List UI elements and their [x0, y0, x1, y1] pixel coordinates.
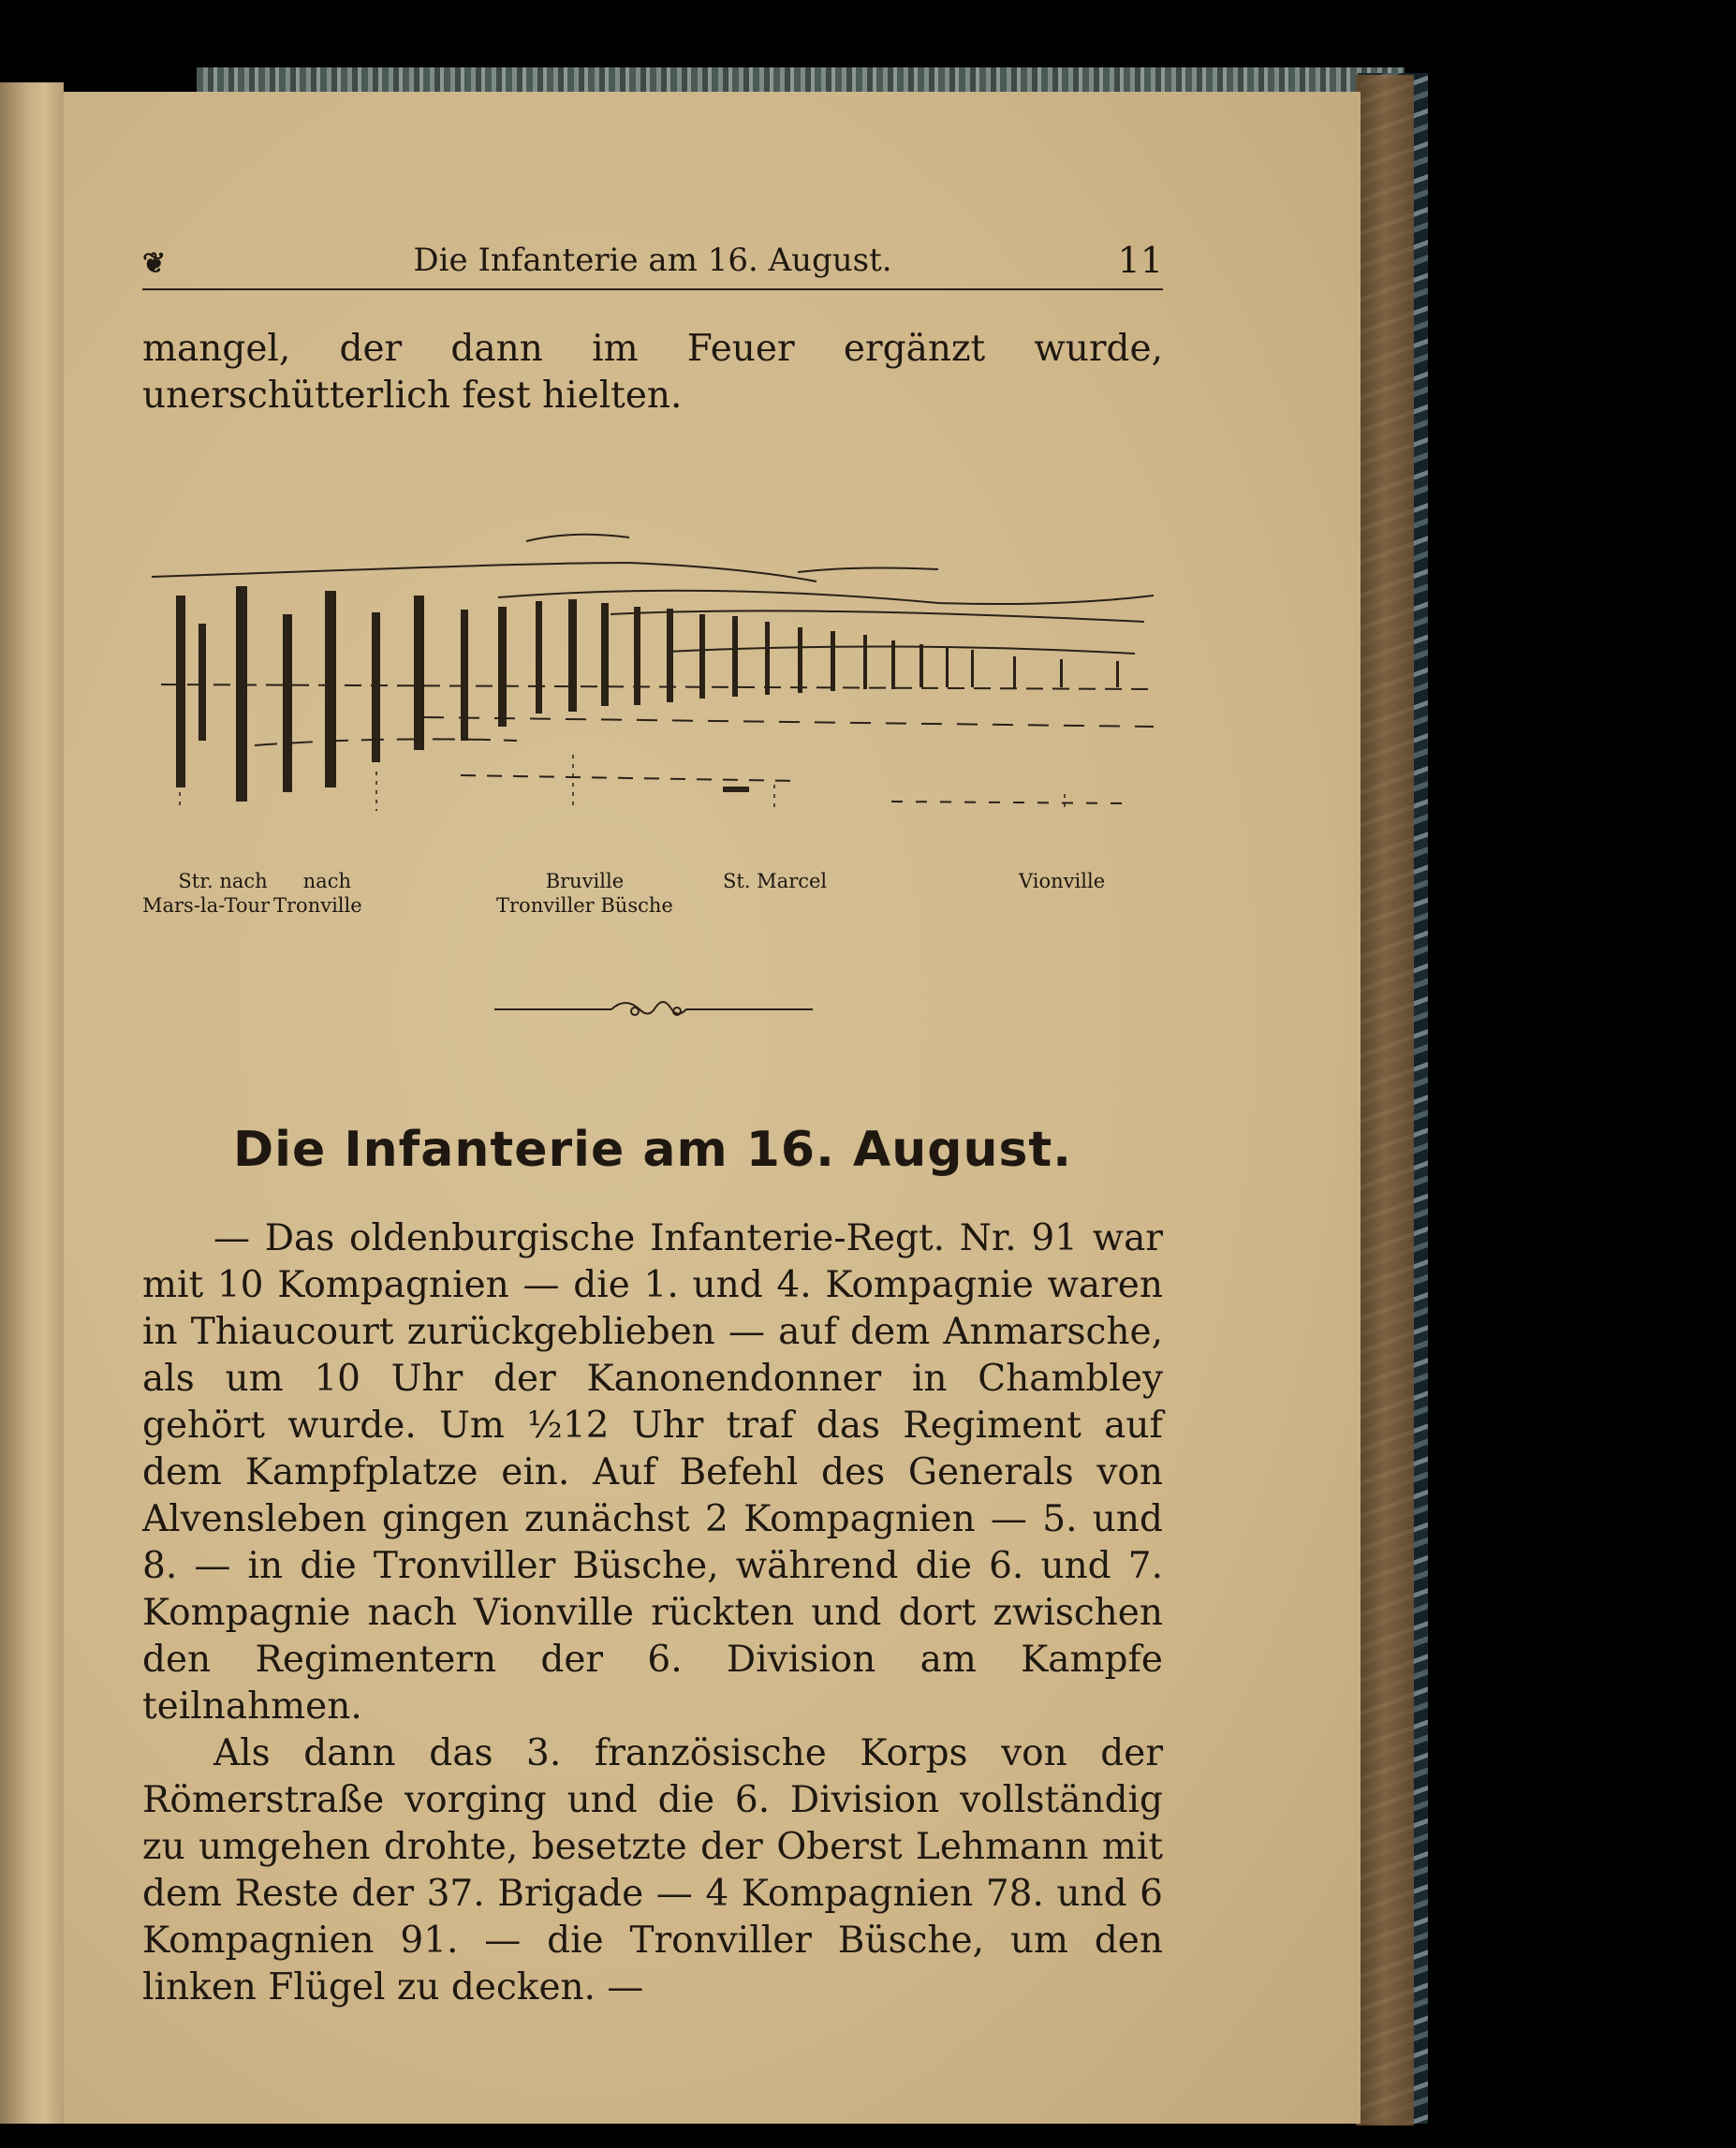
caption-vionville: Vionville	[1019, 870, 1106, 892]
running-header	[142, 238, 1163, 290]
page-number: 11	[1117, 240, 1163, 281]
marbled-cover-top	[197, 67, 1405, 94]
caption-bruville: Bruville Tronviller Büsche	[496, 870, 673, 917]
ornament-divider-icon	[494, 989, 813, 1026]
caption-mars-la-tour: Str. nach Mars-la-Tour	[142, 870, 271, 917]
main-text	[142, 1215, 1163, 2011]
paragraph: Als dann das 3. französische Korps von der Römerstraße vorging und die 6. Division vollständig zu umgehen drohte, besetzte der Oberst Lehmann mit dem Reste der 37. Brigade — 4 Kompagnien 78. und 6 Kompagnien 91. — die Tronviller Büsche, um den linken Flügel zu decken. —	[142, 1732, 1163, 2008]
header-mark: ❦	[142, 247, 167, 280]
section-title: Die Infanterie am 16. August.	[232, 1122, 1073, 1178]
intro-text: mangel, der dann im Feuer ergänzt wurde, unerschütterlich fest hielten.	[142, 328, 1163, 417]
leather-spine	[1356, 75, 1414, 2126]
paragraph: — Das oldenburgische Infanterie-Regt. Nr. 91 war mit 10 Kompagnien — die 1. und 4. Kompagnie waren in Thiaucourt zurückgeblieben — auf dem Anmarsche, als um 10 Uhr der Kanonendonner in Chambley gehört wurde. Um ½12 Uhr traf das Regiment auf dem Kampfplatze ein. Auf Befehl des Generals von Alvensleben gingen zunächst 2 Kompagnien — 5. und 8. — in die Tronviller Büsche, während die 6. und 7. Kompagnie nach Vionville rückten und dort zwischen den Regimentern der 6. Division am Kampfe teilnahmen.	[142, 1217, 1163, 1728]
caption-st-marcel: St. Marcel	[723, 870, 828, 892]
facing-page-edge	[0, 82, 64, 2124]
landscape-illustration	[142, 530, 1163, 917]
trees-drawing	[142, 530, 1163, 811]
running-title: Die Infanterie am 16. August.	[413, 242, 892, 279]
book-page	[64, 92, 1361, 2124]
caption-tronville: nach Tronville	[273, 870, 362, 917]
